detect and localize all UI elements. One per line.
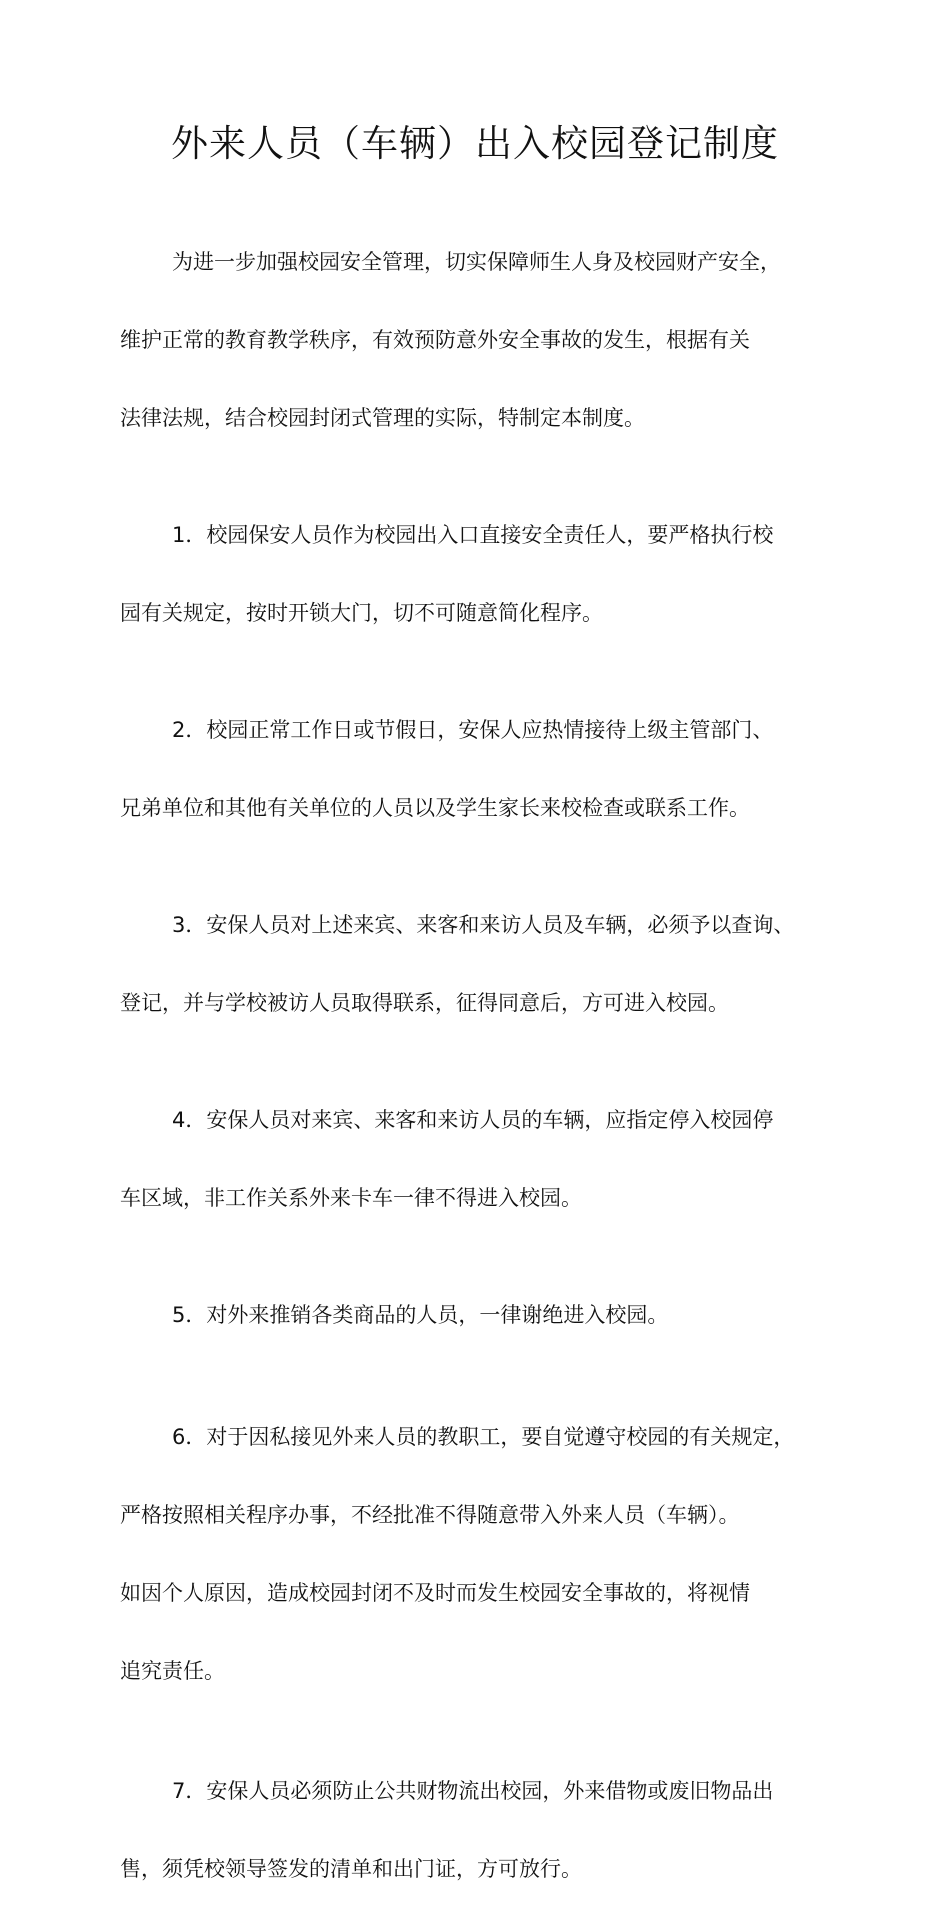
paragraph-line: 车区域，非工作关系外来卡车一律不得进入校园。 (120, 1186, 582, 1210)
paragraph-line: 3．安保人员对上述来宾、来客和来访人员及车辆，必须予以查询、 (172, 913, 795, 937)
paragraph-intro (120, 204, 850, 477)
paragraph-item-4 (120, 1062, 850, 1257)
paragraph-line: 园有关规定，按时开锁大门，切不可随意简化程序。 (120, 601, 603, 625)
paragraph-item-7 (120, 1733, 850, 1928)
paragraph-item-3 (120, 867, 850, 1062)
document-body (120, 204, 850, 1928)
paragraph-line: 售，须凭校领导签发的清单和出门证，方可放行。 (120, 1857, 582, 1881)
paragraph-item-1 (120, 477, 850, 672)
paragraph-line: 4．安保人员对来宾、来客和来访人员的车辆，应指定停入校园停 (172, 1108, 774, 1132)
paragraph-line: 登记，并与学校被访人员取得联系，征得同意后，方可进入校园。 (120, 991, 729, 1015)
paragraph-line: 7．安保人员必须防止公共财物流出校园，外来借物或废旧物品出 (172, 1779, 774, 1803)
paragraph-item-5 (120, 1257, 850, 1374)
paragraph-line: 2．校园正常工作日或节假日，安保人应热情接待上级主管部门、 (172, 718, 774, 742)
paragraph-line: 如因个人原因，造成校园封闭不及时而发生校园安全事故的，将视情 (120, 1581, 750, 1605)
paragraph-line: 兄弟单位和其他有关单位的人员以及学生家长来校检查或联系工作。 (120, 796, 750, 820)
paragraph-line: 追究责任。 (120, 1659, 225, 1683)
paragraph-line: 5．对外来推销各类商品的人员，一律谢绝进入校园。 (172, 1303, 669, 1327)
paragraph-line: 法律法规，结合校园封闭式管理的实际，特制定本制度。 (120, 406, 645, 430)
paragraph-item-6 (120, 1379, 850, 1730)
paragraph-line: 6．对于因私接见外来人员的教职工，要自觉遵守校园的有关规定， (172, 1425, 795, 1449)
paragraph-line: 为进一步加强校园安全管理，切实保障师生人身及校园财产安全， (172, 250, 781, 274)
paragraph-line: 严格按照相关程序办事，不经批准不得随意带入外来人员（车辆）。 (120, 1503, 740, 1527)
paragraph-item-2 (120, 672, 850, 867)
document-title: 外来人员（车辆）出入校园登记制度 (171, 122, 779, 165)
paragraph-line: 1．校园保安人员作为校园出入口直接安全责任人，要严格执行校 (172, 523, 774, 547)
paragraph-line: 维护正常的教育教学秩序，有效预防意外安全事故的发生，根据有关 (120, 328, 750, 352)
